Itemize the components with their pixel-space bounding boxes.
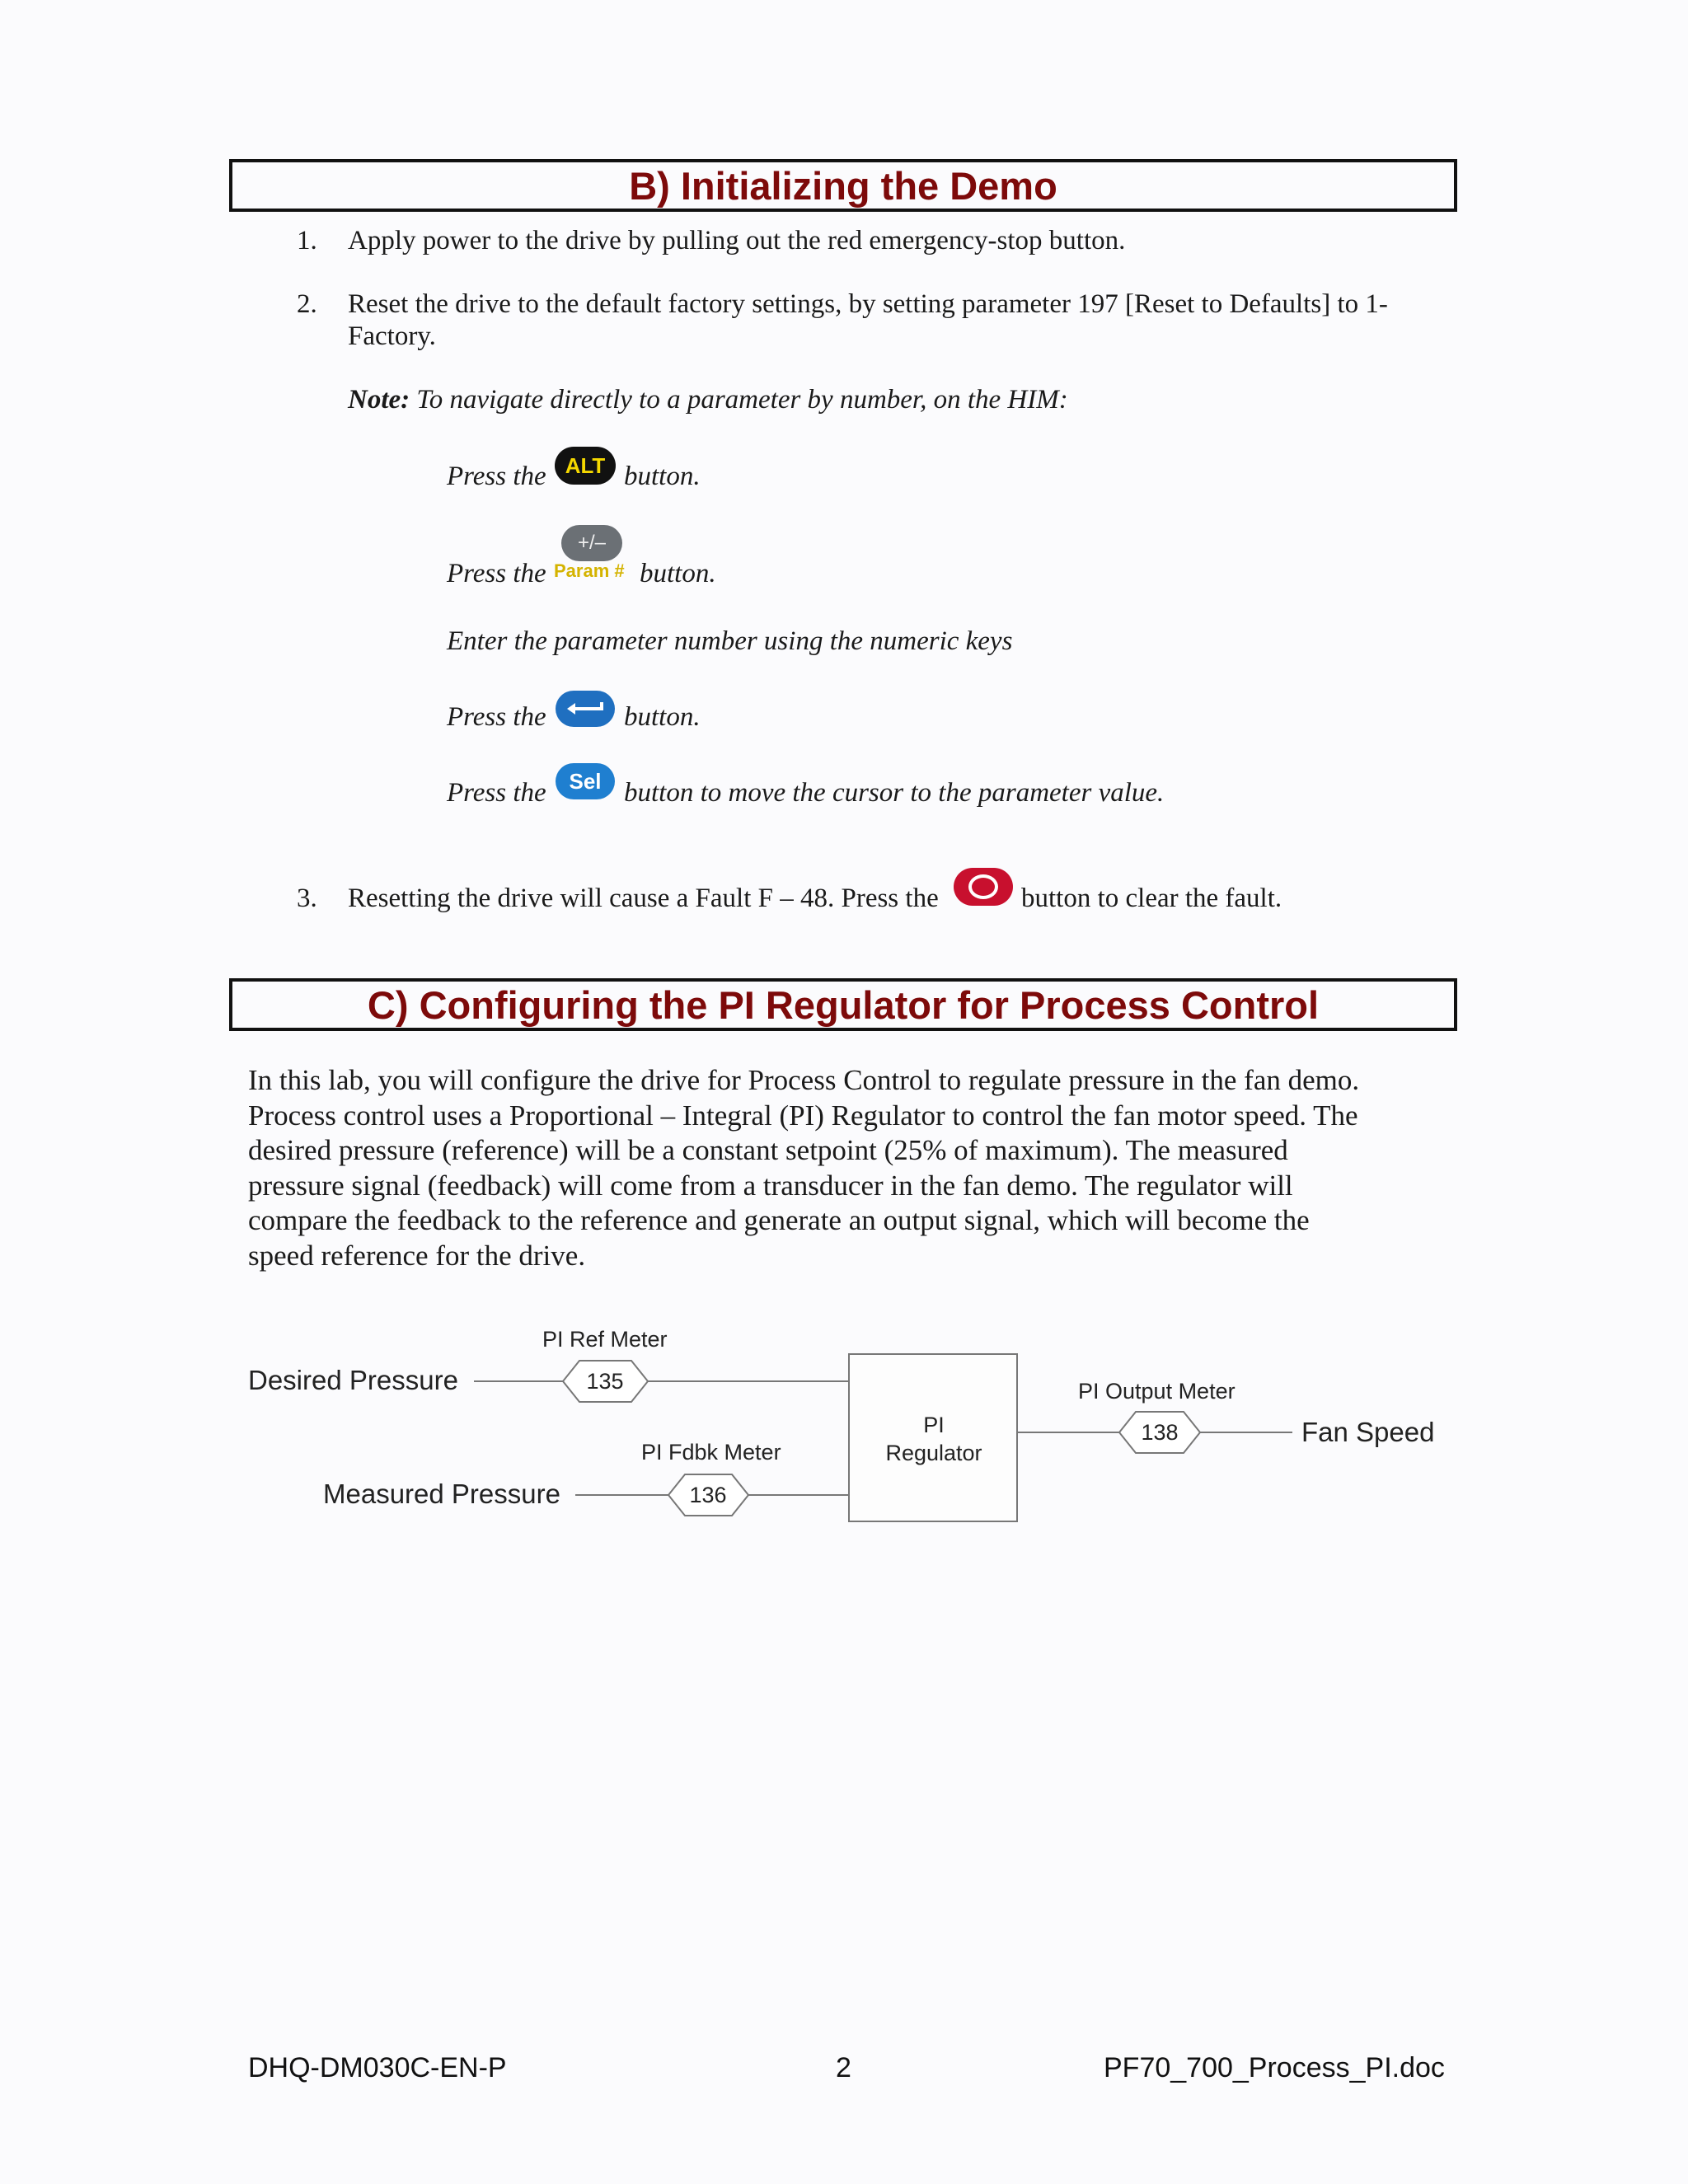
paragraph-line: desired pressure (reference) will be a constant setpoint (25% of maximum). The measured: [248, 1134, 1288, 1166]
section-c-title: C) Configuring the PI Regulator for Process Control: [367, 982, 1320, 1027]
note-text: To navigate directly to a parameter by number, on the HIM:: [410, 385, 1068, 415]
step-1-number: 1.: [297, 226, 317, 255]
step-3-text-post: button to clear the fault.: [1021, 883, 1282, 913]
pi-ref-meter-label: PI Ref Meter: [542, 1327, 668, 1352]
step-1-text: Apply power to the drive by pulling out the red emergency-stop button.: [348, 226, 1126, 255]
press-param-post: button.: [640, 559, 716, 588]
pi-regulator-block: [849, 1354, 1017, 1521]
desired-pressure-label: Desired Pressure: [248, 1365, 458, 1395]
step-3-text-pre: Resetting the drive will cause a Fault F – 48. Press the: [348, 883, 939, 913]
step-3-number: 3.: [297, 883, 317, 913]
param-button-top-label: +/–: [577, 532, 607, 554]
pi-output-meter-label: PI Output Meter: [1078, 1379, 1236, 1404]
enter-number-instruction: Enter the parameter number using the numeric keys: [447, 626, 1013, 656]
paragraph-line: pressure signal (feedback) will come from a transducer in the fan demo. The regulator will: [248, 1169, 1293, 1202]
pi-fdbk-meter-label: PI Fdbk Meter: [641, 1440, 781, 1465]
press-alt-post: button.: [624, 462, 701, 491]
step-2-text-line2: Factory.: [348, 321, 436, 351]
alt-button-label: ALT: [565, 452, 606, 478]
press-param-pre: Press the: [447, 559, 546, 588]
press-sel-post: button to move the cursor to the parameter value.: [624, 778, 1165, 808]
pi-ref-meter-value: 135: [586, 1369, 624, 1394]
press-sel-pre: Press the: [447, 778, 546, 808]
sel-button-label: Sel: [569, 768, 602, 794]
press-alt-pre: Press the: [447, 462, 546, 491]
step-2-number: 2.: [297, 289, 317, 319]
paragraph-line: speed reference for the drive.: [248, 1239, 586, 1272]
fan-speed-label: Fan Speed: [1301, 1417, 1435, 1447]
note-label: Note:: [348, 385, 410, 415]
press-enter-pre: Press the: [447, 702, 546, 732]
pi-block-line1: PI: [923, 1413, 945, 1437]
measured-pressure-label: Measured Pressure: [323, 1479, 560, 1509]
paragraph-line: In this lab, you will configure the drive for Process Control to regulate pressure in the fan demo.: [248, 1064, 1360, 1096]
pi-fdbk-meter-value: 136: [689, 1483, 727, 1507]
press-enter-post: button.: [624, 702, 701, 732]
section-b-title: B) Initializing the Demo: [629, 163, 1057, 208]
pi-output-meter-value: 138: [1141, 1420, 1179, 1445]
pi-block-line2: Regulator: [885, 1441, 982, 1465]
step-2-text-line1: Reset the drive to the default factory settings, by setting parameter 197 [Reset to Defaults] to 1-: [348, 289, 1388, 319]
footer-filename: PF70_700_Process_PI.doc: [1104, 2052, 1445, 2083]
footer-page-number: 2: [836, 2052, 851, 2083]
paragraph-line: compare the feedback to the reference and generate an output signal, which will become the: [248, 1204, 1310, 1236]
footer-document-id: DHQ-DM030C-EN-P: [248, 2052, 507, 2083]
paragraph-line: Process control uses a Proportional – Integral (PI) Regulator to control the fan motor speed. The: [248, 1099, 1358, 1132]
param-button-bottom-label: Param #: [554, 560, 625, 581]
